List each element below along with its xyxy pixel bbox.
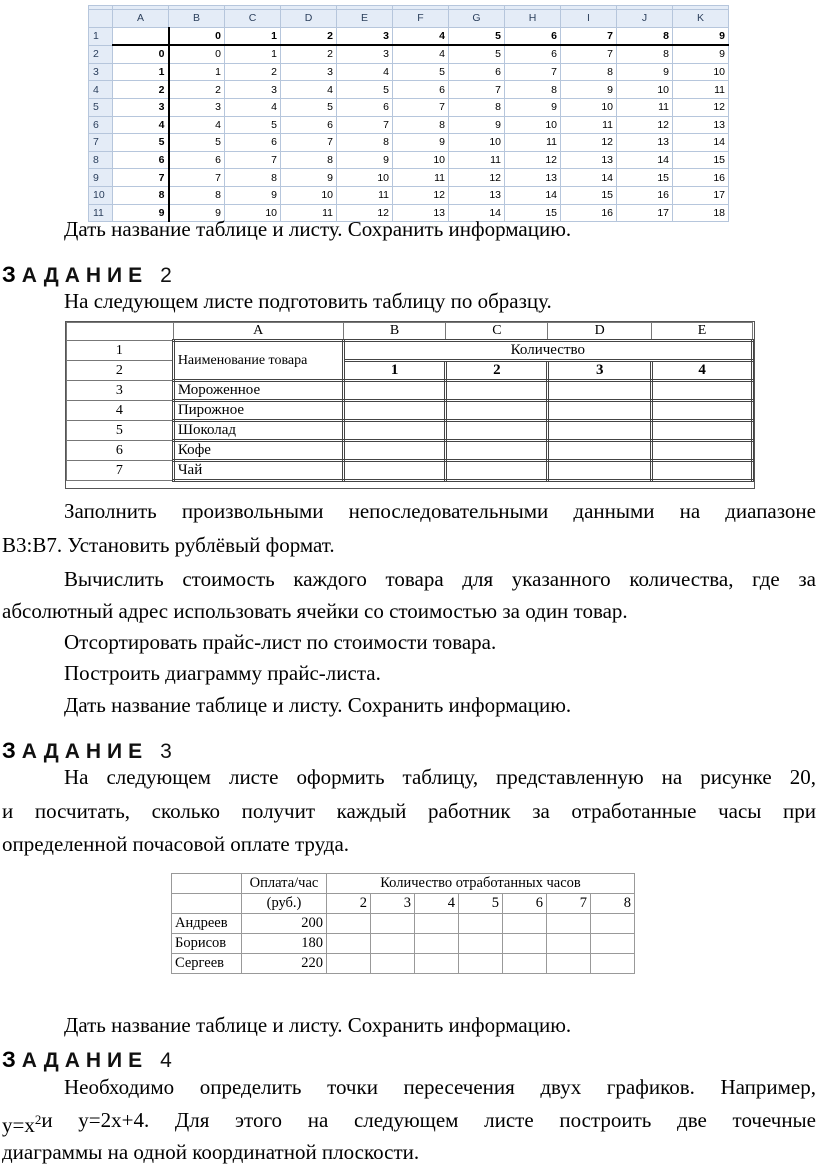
table1-column-header-row	[89, 10, 729, 28]
table-cell: 2	[225, 63, 281, 81]
formula-part	[2, 1106, 41, 1139]
empty-cell	[548, 461, 652, 481]
table-cell: 4	[337, 63, 393, 81]
table-cell: 11	[505, 134, 561, 152]
table-cell: 7	[561, 27, 617, 45]
table-cell: 13	[561, 151, 617, 169]
quantity-col-cell: 1	[343, 361, 446, 381]
table-cell: 12	[449, 169, 505, 187]
instruction-text: и посчитать, сколько получит каждый работник за отработанные часы при	[2, 799, 816, 823]
heading-word: АДАНИЕ	[21, 264, 149, 287]
table-cell: 17	[617, 204, 673, 222]
table-cell: 10	[449, 134, 505, 152]
table-cell: 6	[281, 116, 337, 134]
col-header-cell: G	[449, 10, 505, 28]
col-header-cell: F	[393, 10, 449, 28]
heading-number: 2	[160, 264, 172, 287]
table-cell: 3	[337, 45, 393, 63]
worker-name-cell: Борисов	[172, 934, 242, 954]
worker-name-cell: Андреев	[172, 914, 242, 934]
row-header-cell: 3	[89, 63, 113, 81]
worker-row	[172, 934, 635, 954]
table-cell: 9	[393, 134, 449, 152]
table-cell: 6	[225, 134, 281, 152]
table-cell: 9	[169, 204, 225, 222]
product-row	[67, 441, 753, 461]
empty-cell	[548, 421, 652, 441]
table-cell: 9	[617, 63, 673, 81]
empty-cell	[415, 914, 459, 934]
instruction-text: Вычислить стоимость каждого товара для указанного количества, где за	[64, 567, 816, 591]
table-cell: 9	[225, 186, 281, 204]
quantity-col-cell: 2	[446, 361, 548, 381]
empty-cell	[415, 934, 459, 954]
worker-pay-cell: 180	[242, 934, 327, 954]
table-cell: 8	[505, 81, 561, 99]
table-cell: 13	[673, 116, 729, 134]
empty-cell	[371, 954, 415, 974]
empty-cell	[503, 934, 547, 954]
row-header-cell: 6	[89, 116, 113, 134]
empty-cell	[327, 954, 371, 974]
table-cell: 7	[113, 169, 169, 187]
table-cell: 14	[449, 204, 505, 222]
table1-row	[89, 98, 729, 116]
table-cell: 16	[561, 204, 617, 222]
table-cell: 12	[673, 98, 729, 116]
table1-row	[89, 116, 729, 134]
table-cell: 7	[393, 98, 449, 116]
col-header-cell: C	[225, 10, 281, 28]
row-header-cell: 2	[89, 45, 113, 63]
table-cell: 17	[673, 186, 729, 204]
empty-cell	[172, 894, 242, 914]
row-header-cell: 2	[67, 361, 174, 381]
worker-pay-cell: 200	[242, 914, 327, 934]
empty-cell	[446, 421, 548, 441]
row-header-cell: 10	[89, 186, 113, 204]
table-cell: 2	[281, 45, 337, 63]
table-cell: 1	[169, 63, 225, 81]
row-header-cell: 7	[67, 461, 174, 481]
instruction-text: Дать название таблице и листу. Сохранить информацию.	[64, 217, 572, 241]
col-header-cell: B	[343, 323, 446, 341]
hours-col-cell: 4	[415, 894, 459, 914]
table-cell: 13	[393, 204, 449, 222]
worker-pay-table	[171, 873, 635, 974]
worker-pay-cell: 220	[242, 954, 327, 974]
row-header-cell: 3	[67, 381, 174, 401]
product-name-cell: Шоколад	[173, 421, 343, 441]
table-cell: 8	[449, 98, 505, 116]
row-header-cell: 8	[89, 151, 113, 169]
table-cell: 16	[673, 169, 729, 187]
empty-cell	[343, 461, 446, 481]
empty-cell	[547, 914, 591, 934]
table-cell: 6	[393, 81, 449, 99]
table-cell: 9	[673, 45, 729, 63]
table-cell: 5	[281, 98, 337, 116]
empty-cell	[503, 954, 547, 974]
table-cell: 9	[281, 169, 337, 187]
table-cell: 9	[673, 27, 729, 45]
hours-header-cell: Количество отработанных часов	[327, 874, 635, 894]
col-header-cell: C	[446, 323, 548, 341]
table-cell	[113, 27, 169, 45]
hours-col-cell: 5	[459, 894, 503, 914]
table-cell: 7	[505, 63, 561, 81]
hours-col-cell: 7	[547, 894, 591, 914]
table-cell: 11	[281, 204, 337, 222]
table-cell: 1	[225, 45, 281, 63]
table-cell: 5	[225, 116, 281, 134]
formula-exponent: 2	[34, 1112, 42, 1127]
instruction-text: B3:B7. Установить рублёвый формат.	[2, 533, 335, 557]
empty-cell	[652, 421, 753, 441]
name-header-cell: Наименование товара	[173, 341, 343, 381]
table-cell: 14	[561, 169, 617, 187]
table-cell: 10	[393, 151, 449, 169]
empty-cell	[172, 874, 242, 894]
corner-cell	[67, 323, 174, 341]
col-header-cell: J	[617, 10, 673, 28]
table-cell: 0	[169, 27, 225, 45]
empty-cell	[415, 954, 459, 974]
empty-cell	[343, 441, 446, 461]
instruction-text: диаграммы на одной координатной плоскости.	[2, 1140, 420, 1164]
table-cell: 3	[337, 27, 393, 45]
col-header-cell: A	[173, 323, 343, 341]
table1-row	[89, 45, 729, 63]
table1-row	[89, 169, 729, 187]
table-cell: 7	[225, 151, 281, 169]
empty-cell	[446, 401, 548, 421]
worker-row	[172, 914, 635, 934]
table-cell: 6	[449, 63, 505, 81]
corner-cell	[89, 10, 113, 28]
table-cell: 5	[449, 27, 505, 45]
table-cell: 5	[337, 81, 393, 99]
product-name-cell: Пирожное	[173, 401, 343, 421]
instruction-text: Отсортировать прайс-лист по стоимости товара.	[64, 630, 497, 654]
table-cell: 4	[281, 81, 337, 99]
table-cell: 7	[281, 134, 337, 152]
table-cell: 3	[225, 81, 281, 99]
table-cell: 13	[449, 186, 505, 204]
table-cell: 8	[169, 186, 225, 204]
table-cell: 2	[281, 27, 337, 45]
table-cell: 8	[225, 169, 281, 187]
table-cell: 11	[337, 186, 393, 204]
heading-number: 3	[160, 740, 172, 763]
product-name-cell: Мороженное	[173, 381, 343, 401]
table-cell: 14	[617, 151, 673, 169]
table-cell: 0	[169, 45, 225, 63]
instruction-text: Дать название таблице и листу. Сохранить информацию.	[64, 1013, 572, 1037]
heading-initial: З	[2, 262, 22, 287]
table-cell: 18	[673, 204, 729, 222]
table-cell: 7	[561, 45, 617, 63]
product-table-sample	[65, 321, 755, 489]
table1-row	[89, 186, 729, 204]
empty-cell	[548, 441, 652, 461]
table-cell: 12	[393, 186, 449, 204]
empty-cell	[371, 934, 415, 954]
table1-row	[89, 27, 729, 45]
quantity-col-cell: 4	[652, 361, 753, 381]
instruction-text: определенной почасовой оплате труда.	[2, 832, 350, 856]
worker-name-cell: Сергеев	[172, 954, 242, 974]
hours-col-cell: 6	[503, 894, 547, 914]
row-header-cell: 5	[67, 421, 174, 441]
heading-word: АДАНИЕ	[21, 740, 149, 763]
table-cell: 4	[225, 98, 281, 116]
col-header-cell: E	[337, 10, 393, 28]
heading-word: АДАНИЕ	[21, 1049, 149, 1072]
table-cell: 4	[169, 116, 225, 134]
table1-row	[89, 81, 729, 99]
col-header-cell: A	[113, 10, 169, 28]
quantity-header-cell: Количество	[343, 341, 752, 361]
table-cell: 11	[561, 116, 617, 134]
table-cell: 3	[169, 98, 225, 116]
empty-cell	[459, 954, 503, 974]
product-row	[67, 401, 753, 421]
table-cell: 8	[561, 63, 617, 81]
table-cell: 10	[337, 169, 393, 187]
table-cell: 10	[281, 186, 337, 204]
col-header-cell: D	[548, 323, 652, 341]
col-header-cell: I	[561, 10, 617, 28]
table-cell: 7	[449, 81, 505, 99]
table-cell: 6	[337, 98, 393, 116]
table-cell: 8	[617, 45, 673, 63]
instruction-text: абсолютный адрес использовать ячейки со стоимостью за один товар.	[2, 599, 628, 623]
empty-cell	[652, 441, 753, 461]
heading-number: 4	[160, 1049, 172, 1072]
hours-col-cell: 2	[327, 894, 371, 914]
heading-initial: З	[2, 738, 22, 763]
formula-rest: и y=2x+4. Для этого на следующем листе построить две точечные	[41, 1108, 816, 1132]
row-header-cell: 11	[89, 204, 113, 222]
table-cell: 9	[505, 98, 561, 116]
instruction-text-formula	[2, 1106, 816, 1139]
row-header-cell: 1	[89, 27, 113, 45]
table-cell: 6	[169, 151, 225, 169]
table-cell: 9	[337, 151, 393, 169]
table-cell: 10	[561, 98, 617, 116]
table1-row	[89, 63, 729, 81]
table-cell: 8	[281, 151, 337, 169]
table-cell: 9	[113, 204, 169, 222]
empty-cell	[459, 934, 503, 954]
product-name-cell: Чай	[173, 461, 343, 481]
empty-cell	[343, 381, 446, 401]
table1-row	[89, 134, 729, 152]
worker-row	[172, 954, 635, 974]
col-header-cell: D	[281, 10, 337, 28]
heading-initial: З	[2, 1047, 22, 1072]
table-cell: 12	[505, 151, 561, 169]
table-cell: 4	[113, 116, 169, 134]
col-header-cell: H	[505, 10, 561, 28]
empty-cell	[446, 381, 548, 401]
empty-cell	[459, 914, 503, 934]
table-cell: 10	[505, 116, 561, 134]
row-header-cell: 9	[89, 169, 113, 187]
empty-cell	[652, 461, 753, 481]
table-cell: 5	[393, 63, 449, 81]
col-header-cell: B	[169, 10, 225, 28]
product-row	[67, 381, 753, 401]
table-cell: 11	[393, 169, 449, 187]
instruction-text: Необходимо определить точки пересечения двух графиков. Например,	[64, 1075, 816, 1099]
table-cell: 15	[561, 186, 617, 204]
table-cell: 16	[617, 186, 673, 204]
table-cell: 15	[505, 204, 561, 222]
table-cell: 8	[113, 186, 169, 204]
empty-cell	[548, 401, 652, 421]
empty-cell	[652, 401, 753, 421]
table-cell: 8	[337, 134, 393, 152]
empty-cell	[591, 914, 635, 934]
table-cell: 1	[225, 27, 281, 45]
table-cell: 13	[617, 134, 673, 152]
empty-cell	[503, 914, 547, 934]
empty-cell	[446, 441, 548, 461]
table-cell: 5	[113, 134, 169, 152]
row-header-cell: 1	[67, 341, 174, 361]
table-cell: 14	[673, 134, 729, 152]
product-name-cell: Кофе	[173, 441, 343, 461]
empty-cell	[591, 954, 635, 974]
table-cell: 1	[113, 63, 169, 81]
hours-col-cell: 3	[371, 894, 415, 914]
row-header-cell: 5	[89, 98, 113, 116]
empty-cell	[548, 381, 652, 401]
table-cell: 11	[617, 98, 673, 116]
table-cell: 10	[673, 63, 729, 81]
table-cell: 6	[505, 27, 561, 45]
table-cell: 5	[449, 45, 505, 63]
row-header-cell: 7	[89, 134, 113, 152]
instruction-text: На следующем листе оформить таблицу, представленную на рисунке 20,	[64, 765, 816, 789]
product-row	[67, 421, 753, 441]
table-cell: 15	[617, 169, 673, 187]
col-header-cell: E	[652, 323, 753, 341]
hours-col-cell: 8	[591, 894, 635, 914]
empty-cell	[591, 934, 635, 954]
pay-unit-cell: (руб.)	[242, 894, 327, 914]
table-cell: 11	[673, 81, 729, 99]
table-cell: 9	[561, 81, 617, 99]
col-header-cell: K	[673, 10, 729, 28]
table-cell: 11	[449, 151, 505, 169]
table-cell: 4	[393, 27, 449, 45]
table-cell: 12	[561, 134, 617, 152]
row-header-cell: 6	[67, 441, 174, 461]
pay-header-cell: Оплата/час	[242, 874, 327, 894]
empty-cell	[547, 954, 591, 974]
table-cell: 7	[337, 116, 393, 134]
table-cell: 6	[113, 151, 169, 169]
empty-cell	[652, 381, 753, 401]
instruction-text: Построить диаграмму прайс-листа.	[64, 661, 381, 685]
table-cell: 14	[505, 186, 561, 204]
table-cell: 8	[393, 116, 449, 134]
task-heading	[2, 262, 172, 288]
instruction-text: На следующем листе подготовить таблицу по образцу.	[64, 289, 552, 313]
table-cell: 7	[169, 169, 225, 187]
task-heading	[2, 738, 172, 764]
empty-cell	[343, 401, 446, 421]
empty-cell	[327, 934, 371, 954]
instruction-text: Заполнить произвольными непоследовательными данными на диапазоне	[64, 499, 816, 523]
table-cell: 2	[169, 81, 225, 99]
task-heading	[2, 1047, 172, 1073]
empty-cell	[547, 934, 591, 954]
empty-cell	[343, 421, 446, 441]
table-cell: 15	[673, 151, 729, 169]
empty-cell	[371, 914, 415, 934]
table-cell: 9	[449, 116, 505, 134]
empty-cell	[446, 461, 548, 481]
row-header-cell: 4	[89, 81, 113, 99]
table-cell: 4	[393, 45, 449, 63]
row-header-cell: 4	[67, 401, 174, 421]
quantity-col-cell: 3	[548, 361, 652, 381]
table-cell: 13	[505, 169, 561, 187]
table-cell: 3	[113, 98, 169, 116]
table-cell: 3	[281, 63, 337, 81]
table-cell: 5	[169, 134, 225, 152]
table-cell: 10	[617, 81, 673, 99]
addition-table-screenshot	[88, 5, 729, 222]
empty-cell	[327, 914, 371, 934]
formula-base: y=x	[2, 1113, 35, 1137]
table1-row	[89, 151, 729, 169]
table-cell: 12	[337, 204, 393, 222]
product-table	[66, 322, 754, 482]
table-cell: 12	[617, 116, 673, 134]
table-cell: 8	[617, 27, 673, 45]
table-cell: 0	[113, 45, 169, 63]
table-cell: 2	[113, 81, 169, 99]
table-cell: 10	[225, 204, 281, 222]
instruction-text: Дать название таблице и листу. Сохранить информацию.	[64, 693, 572, 717]
table-cell: 6	[505, 45, 561, 63]
product-row	[67, 461, 753, 481]
